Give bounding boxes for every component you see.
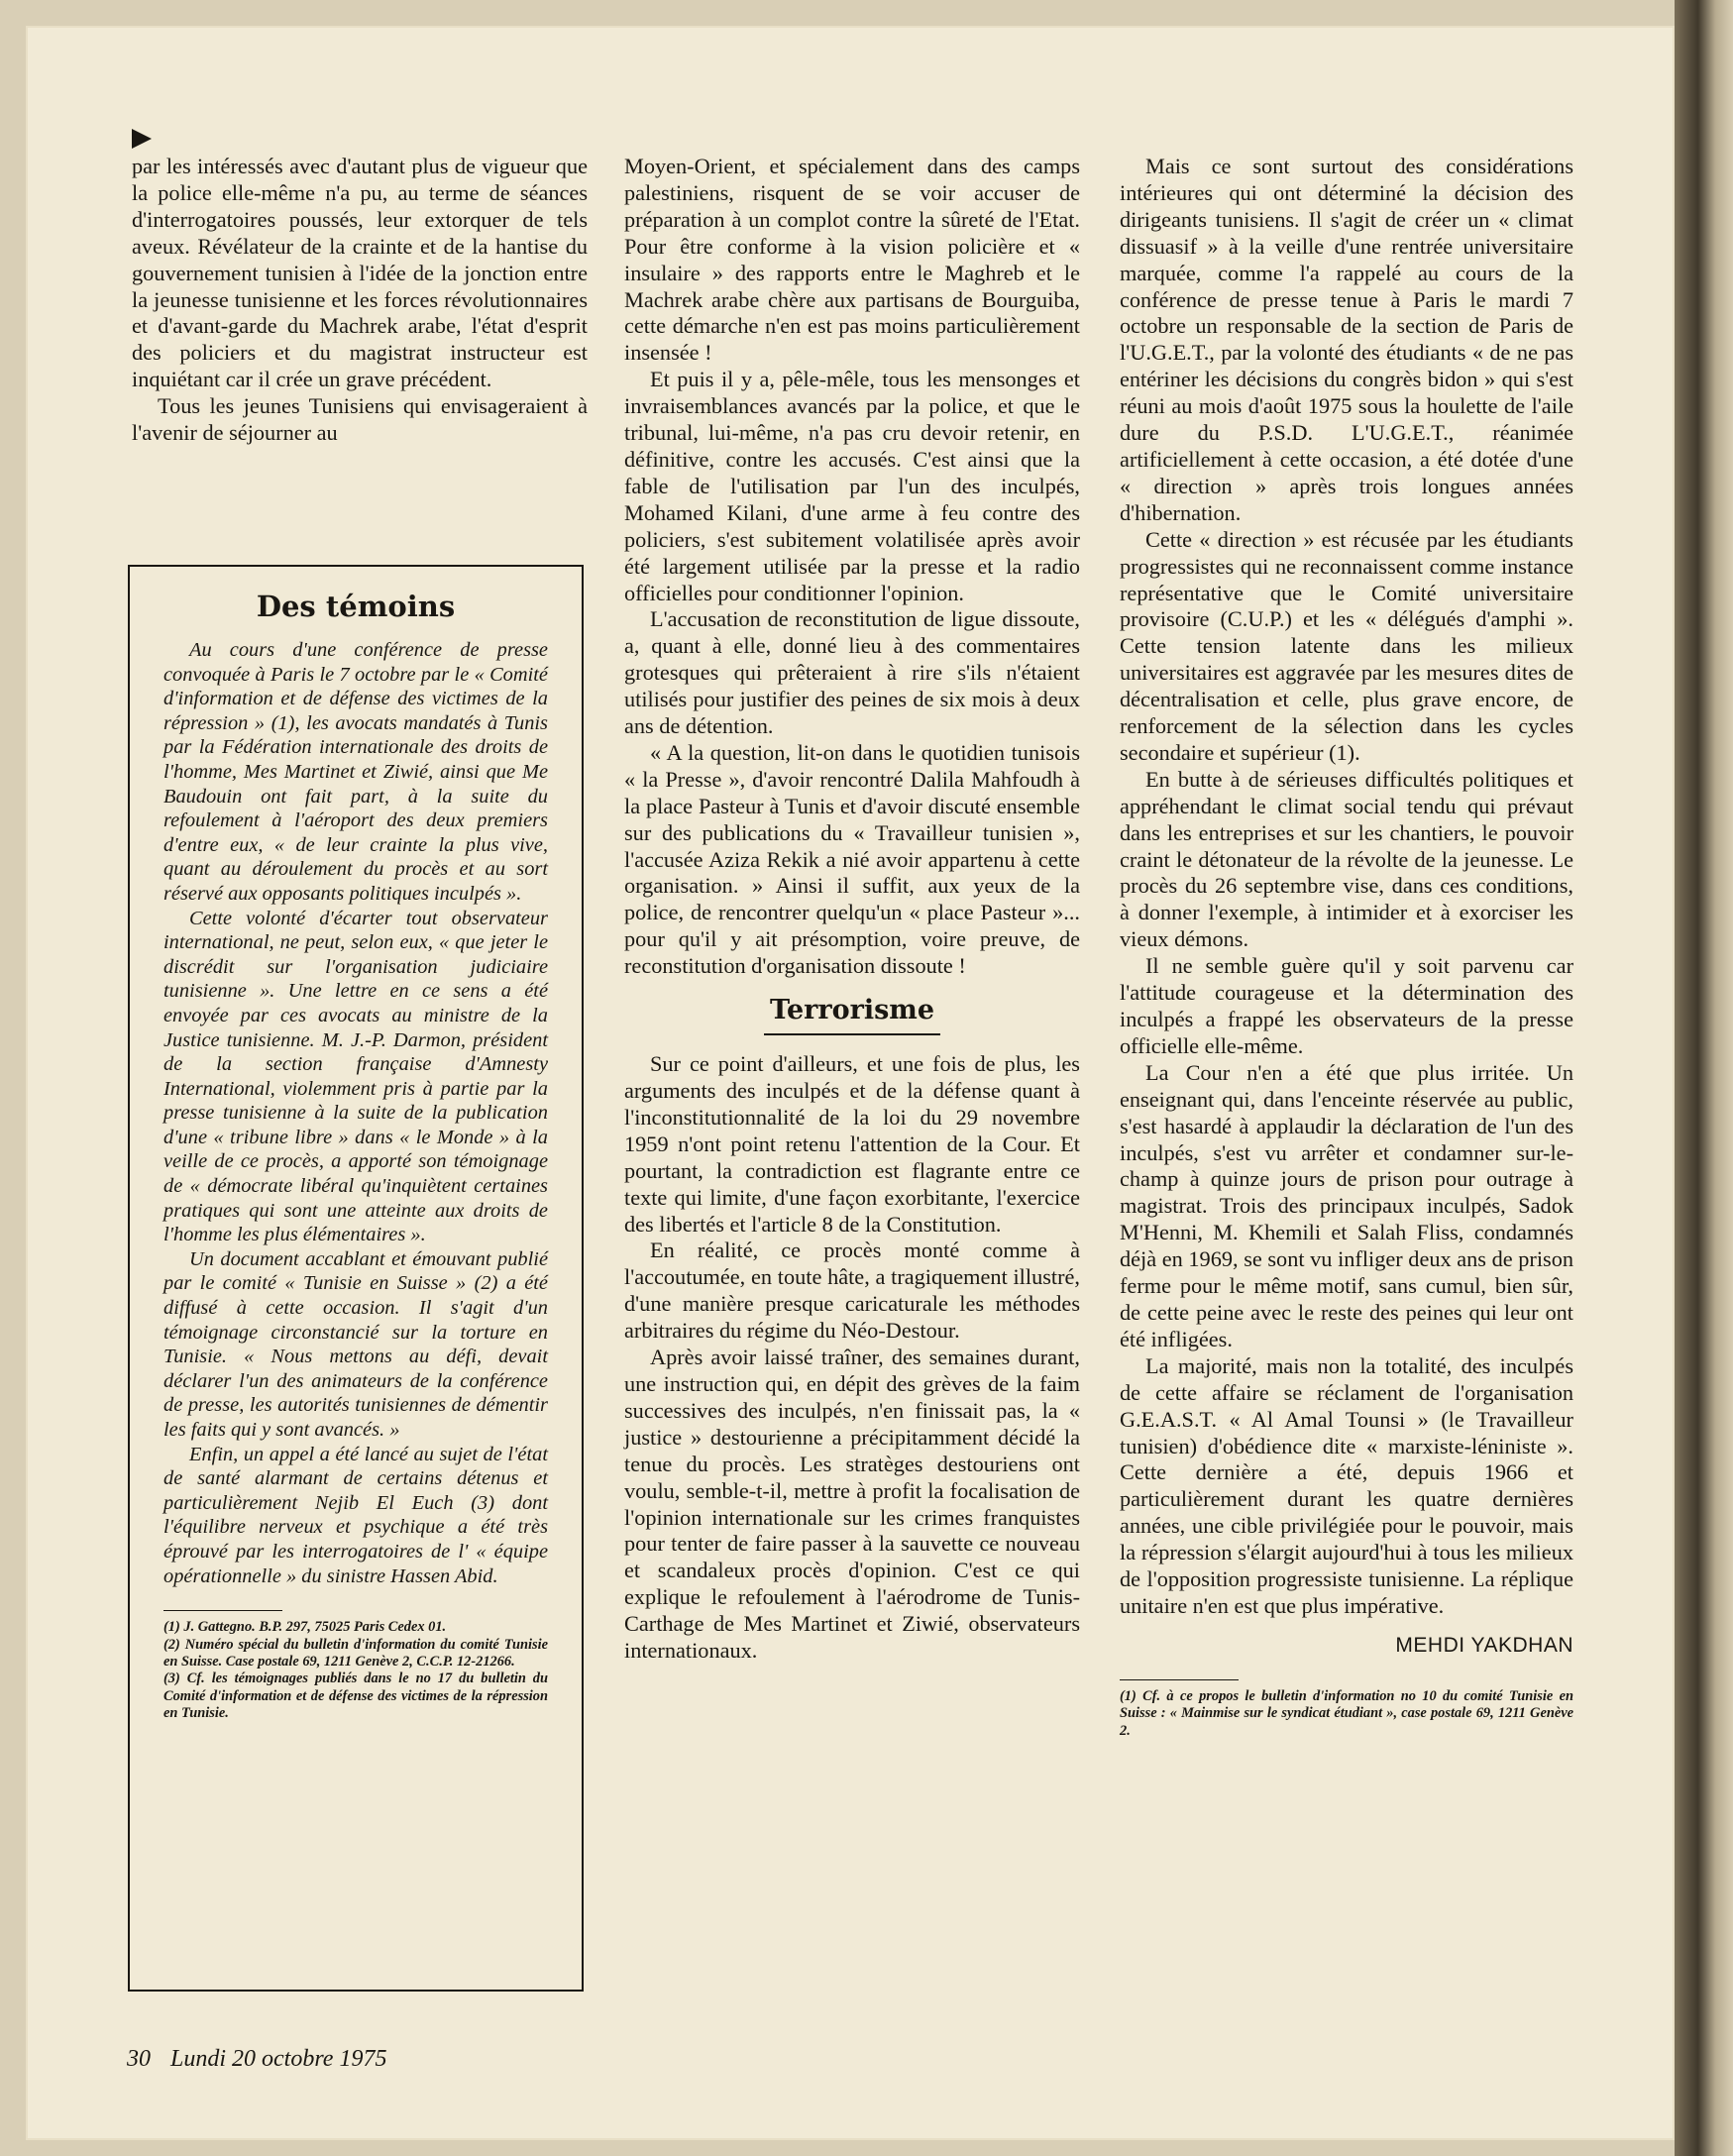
paragraph: Tous les jeunes Tunisiens qui envisageraient à l'avenir de séjourner au [132,393,588,446]
paragraph: Cette « direction » est récusée par les étudiants progressistes qui ne reconnaissent comme instance représentative que le Comité universitaire provisoire (C.U.P.) et les « délégués d'amphi ». Cette tension latente dans les milieux universitaires est aggravée par les mesures dites de décentralisation et celle, plus grave encore, de renforcement de la sélection dans les cycles secondaire et supérieur (1). [1120,526,1573,765]
subheading-text: Terrorisme [764,994,940,1035]
sidebar-footnote: (3) Cf. les témoignages publiés dans le no 17 du bulletin du Comité d'information et de défense des victimes de la répression en Tunisie. [163,1671,548,1722]
page-binding-edge [1675,0,1733,2156]
article-column-2 [624,154,1080,1665]
page-number: 30 [127,2046,151,2072]
paragraph: Moyen-Orient, et spécialement dans des camps palestiniens, risquent de se voir accuser de préparation à un complot contre la sûreté de l'Etat. Pour être conforme à la vision policière et « insulaire » des rapports entre le Maghreb et le Machrek arabe chère aux partisans de Bourguiba, cette démarche n'en est pas moins particulièrement insensée ! [624,154,1080,366]
sidebar-paragraph: Cette volonté d'écarter tout observateur international, ne peut, selon eux, « que jeter le discrédit sur l'organisation judiciaire tunisienne ». Une lettre en ce sens a été envoyée par ces avocats au ministre de la Justice tunisienne. M. J.-P. Darmon, président de la section française d'Amnesty International, violemment pris à partie par la presse tunisienne à la suite de la publication d'une « tribune libre » dans « le Monde » à la veille de ce procès, a apporté son témoignage de « démocrate libéral qu'inquiètent certaines pratiques qui sont une atteinte aux droits de l'homme les plus élémentaires ». [163,907,548,1246]
page-footer [127,2046,386,2073]
sidebar-box-des-temoins [128,565,584,1992]
sidebar-title: Des témoins [256,590,456,623]
issue-date: Lundi 20 octobre 1975 [170,2046,387,2072]
author-signature: MEHDI YAKDHAN [1395,1633,1573,1657]
paragraph: Mais ce sont surtout des considérations intérieures qui ont déterminé la décision des dirigeants tunisiens. Il s'agit de créer un « climat dissuasif » à la veille d'une rentrée universitaire marquée, comme l'a rappelé au cours de la conférence de presse tenue à Paris le mardi 7 octobre un responsable de la section de Paris de l'U.G.E.T., par la volonté des étudiants « de ne pas entériner les décisions du congrès bidon » qui s'est réuni au mois d'août 1975 sous la houlette de l'aile dure du P.S.D. L'U.G.E.T., réanimée artificiellement à cette occasion, a été dotée d'une « direction » après trois longues années d'hibernation. [1120,154,1573,525]
sidebar-footnote: (1) J. Gattegno. B.P. 297, 75025 Paris Cedex 01. [163,1619,447,1636]
sidebar-paragraph: Enfin, un appel a été lancé au sujet de l'état de santé alarmant de certains détenus et particulièrement Nejib El Euch (3) dont l'équilibre nerveux et psychique a été très éprouvé par les interrogatoires de l' « équipe opérationnelle » du sinistre Hassen Abid. [163,1443,548,1587]
continuation-arrow-icon [132,129,152,149]
paragraph: En réalité, ce procès monté comme à l'accoutumée, en toute hâte, a tragiquement illustré, d'une manière presque caricaturale les méthodes arbitraires du régime du Néo-Destour. [624,1238,1080,1344]
paragraph: Il ne semble guère qu'il y soit parvenu car l'attitude courageuse et la détermination des inculpés a frappé les observateurs de la presse officielle elle-même. [1120,953,1573,1058]
paragraph: Après avoir laissé traîner, des semaines durant, une instruction qui, en dépit des grèves de la faim successives des inculpés, n'en finissait pas, la « justice » destourienne a précipitamment décidé la tenue du procès. Les stratèges destouriens ont voulu, semble-t-il, mettre à profit la focalisation de l'opinion internationale sur les crimes franquistes pour tenter de faire passer à la sauvette ce nouveau et scandaleux procès d'opinion. C'est ce qui explique le refoulement à l'aérodrome de Tunis-Carthage de Mes Martinet et Ziwié, observateurs internationaux. [624,1345,1080,1664]
paragraph: Sur ce point d'ailleurs, et une fois de plus, les arguments des inculpés et de la défense quant à l'inconstitutionnalité de la loi du 29 novembre 1959 n'ont point retenu l'attention de la Cour. Et pourtant, la contradiction est flagrante entre ce texte qui limite, d'une façon exorbitante, l'exercice des libertés et l'article 8 de la Constitution. [624,1051,1080,1237]
paragraph: par les intéressés avec d'autant plus de vigueur que la police elle-même n'a pu, au terme de séances d'interrogatoires poussés, leur extorquer de tels aveux. Révélateur de la crainte et de la hantise du gouvernement tunisien à l'idée de la jonction entre la jeunesse tunisienne et les forces révolutionnaires et d'avant-garde du Machrek arabe, l'état d'esprit des policiers et du magistrat instructeur est inquiétant car il crée un grave précédent. [132,154,588,392]
article-column-3 [1120,154,1573,1740]
article-footnote: (1) Cf. à ce propos le bulletin d'information no 10 du comité Tunisie en Suisse : « Mainmise sur le syndicat étudiant », case postale 69, 1211 Genève 2. [1120,1687,1573,1739]
paragraph: La majorité, mais non la totalité, des inculpés de cette affaire se réclament de l'organisation G.E.A.S.T. « Al Amal Tounsi » (le Travailleur tunisien) d'obédience dite « marxiste-léniniste ». Cette dernière a été, depuis 1966 et particulièrement durant les quatre dernières années, une cible privilégiée pour le pouvoir, mais la répression s'élargit aujourd'hui à tous les milieux de l'opposition progressiste tunisienne. La réplique unitaire n'en est que plus impérative. [1120,1352,1573,1618]
footnote-divider [1120,1679,1239,1680]
paragraph: En butte à de sérieuses difficultés politiques et appréhendant le climat social tendu qui prévaut dans les entreprises et sur les chantiers, le pouvoir craint le détonateur de la révolte de la jeunesse. Le procès du 26 septembre vise, dans ces conditions, à donner l'exemple, à intimider et à exorciser les vieux démons. [1120,766,1573,952]
sidebar-paragraph: Un document accablant et émouvant publié par le comité « Tunisie en Suisse » (2) a été diffusé à cette occasion. Il s'agit d'un témoignage circonstancié sur la torture en Tunisie. « Nous mettons au défi, devait déclarer l'un des animateurs de la conférence de presse, les autorités tunisiennes de démentir les faits qui y sont avancés. » [163,1247,548,1441]
paragraph: La Cour n'en a été que plus irritée. Un enseignant qui, dans l'enceinte réservée au public, s'est hasardé à applaudir la déclaration de l'un des inculpés, s'est vu arrêter et condamner sur-le-champ à quinze jours de prison pour outrage à magistrat. Trois des principaux inculpés, Sadok M'Henni, M. Khemili et Salah Fliss, condamnés déjà en 1969, se sont vu infliger deux ans de prison ferme pour le même motif, sans cumul, bien sûr, de cette peine avec le reste des peines qui leur ont été infligées. [1120,1059,1573,1351]
footnote-divider [163,1610,282,1611]
sidebar-footnote: (2) Numéro spécial du bulletin d'information du comité Tunisie en Suisse. Case postale 69, 1211 Genève 2, C.C.P. 12-21266. [163,1636,548,1670]
paragraph: L'accusation de reconstitution de ligue dissoute, a, quant à elle, donné lieu à des commentaires grotesques qui prêteraient à rire s'ils n'étaient utilisés pour justifier des peines de six mois à deux ans de détention. [624,606,1080,739]
article-column-1 [132,154,588,447]
section-subheading [624,994,1080,1035]
sidebar-paragraph: Au cours d'une conférence de presse convoquée à Paris le 7 octobre par le « Comité d'information et de défense des victimes de la répression » (1), les avocats mandatés à Tunis par la Fédération internationale des droits de l'homme, Mes Martinet et Ziwié, ainsi que Me Baudouin ont fait part, à la suite du refoulement à l'aéroport des deux premiers d'entre eux, « de leur crainte la plus vive, quant au déroulement du procès et au sort réservé aux opposants politiques inculpés ». [163,639,548,905]
paragraph: « A la question, lit-on dans le quotidien tunisois « la Presse », d'avoir rencontré Dalila Mahfoudh à la place Pasteur à Tunis et d'avoir discuté ensemble sur des publications du « Travailleur tunisien », l'accusée Aziza Rekik a nié avoir appartenu à cette organisation. » Ainsi il suffit, aux yeux de la police, de rencontrer quelqu'un « place Pasteur »... pour qu'il y ait présomption, voire preuve, de reconstitution d'organisation dissoute ! [624,739,1080,979]
paragraph: Et puis il y a, pêle-mêle, tous les mensonges et invraisemblances avancés par la police, et que le tribunal, lui-même, n'a pas cru devoir retenir, en définitive, contre les accusés. C'est ainsi que la fable de l'utilisation par l'un des inculpés, Mohamed Kilani, d'une arme à feu contre des policiers, s'est subitement volatilisée après avoir été largement utilisée par la presse et la radio officielles pour conditionner l'opinion. [624,367,1080,605]
